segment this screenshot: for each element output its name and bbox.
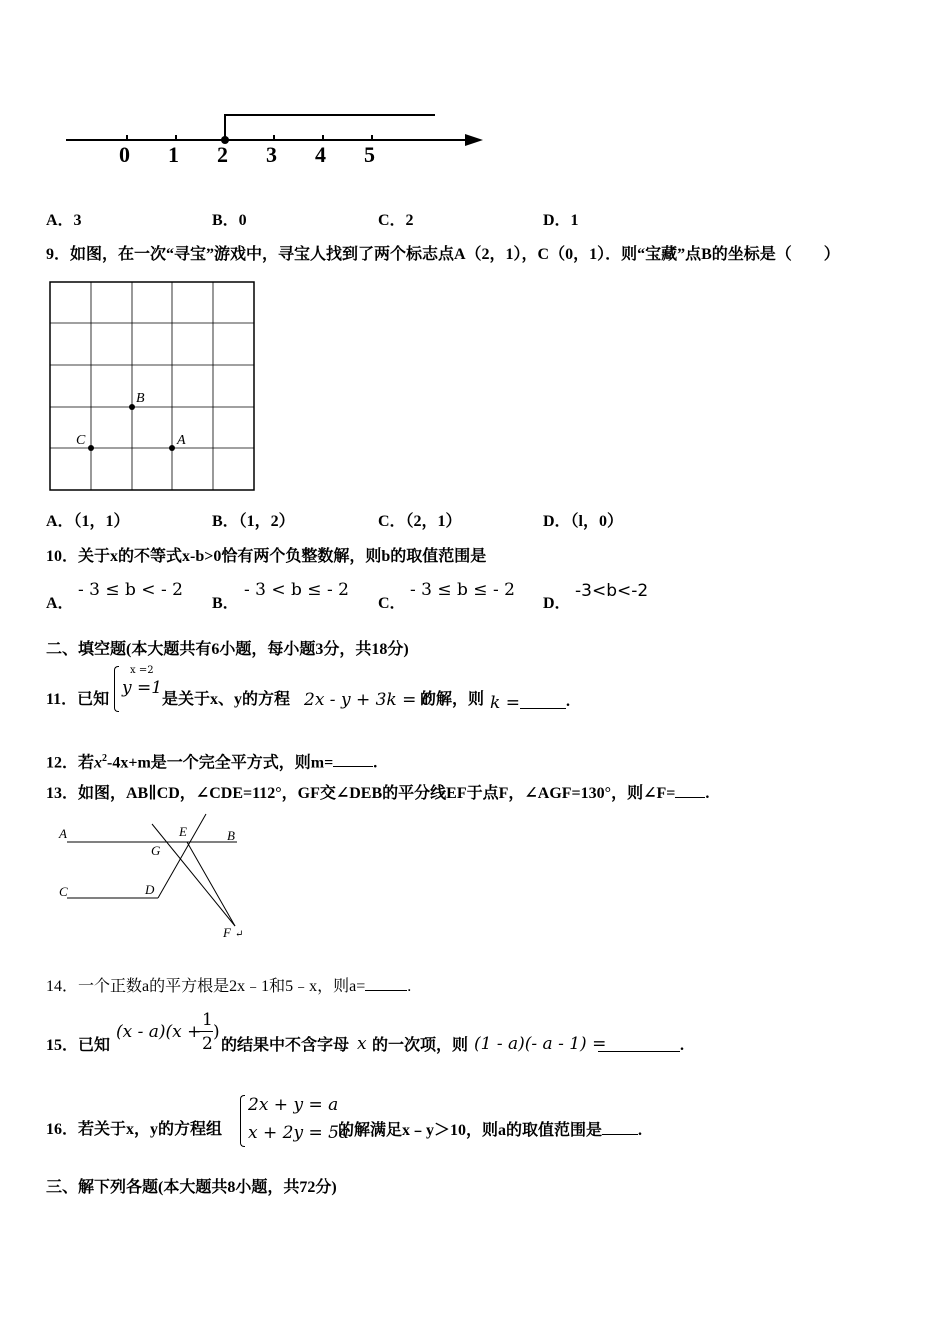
label-b: B (227, 828, 235, 843)
label-f: F (223, 925, 231, 940)
q10-option-b-letter[interactable]: B． (212, 595, 239, 612)
section-3-heading: 三、解下列各题(本大题共8小题，共72分) (46, 1179, 337, 1196)
q11-mid: 是关于x、y的方程 (162, 691, 291, 708)
q8-option-a[interactable]: A．3 (46, 212, 82, 229)
q15-mid: 的结果中不含字母 (221, 1037, 350, 1054)
q11-sys-bottom: y =1 (122, 678, 163, 698)
tick-label: 0 (119, 142, 130, 167)
q11-equation: 2x - y + 3k = 0 (304, 690, 433, 710)
q13-line: 13．如图，AB∥CD，∠CDE=112°，GF交∠DEB的平分线EF于点F，∠AGF=130°，则∠F= . (46, 785, 710, 802)
q15-close: ) (213, 1022, 220, 1042)
q16-suffix-line: 的解满足x﹣y＞10，则a的取值范围是 . (338, 1122, 643, 1139)
label-e: E (179, 824, 187, 839)
label-a: A (177, 433, 186, 448)
q15-frac-num: 1 (202, 1010, 213, 1030)
q15-var: x (357, 1034, 367, 1054)
q11-sys-top: x =2 (130, 665, 154, 676)
q9-text: 9．如图，在一次“寻宝”游戏中，寻宝人找到了两个标志点A（2，1），C（0，1）．则“宝藏”点B的坐标是（ ） (46, 246, 840, 263)
q8-option-b[interactable]: B．0 (212, 212, 247, 229)
q16-eq1: 2x + y = a (248, 1095, 339, 1115)
q15-frac-den: 2 (202, 1034, 213, 1054)
point-a (169, 445, 175, 451)
return-mark: ↵ (235, 929, 244, 940)
q10-option-a-math: - 3 ≤ b < - 2 (78, 580, 183, 600)
q15-mid2: 的一次项，则 (372, 1037, 469, 1054)
q15-frac-bar (199, 1031, 213, 1032)
q9-option-d[interactable]: D．（l，0） (543, 513, 624, 530)
section-2-heading: 二、填空题(本大题共有6小题，每小题3分，共18分) (46, 641, 409, 658)
q10-option-c-letter[interactable]: C． (378, 595, 406, 612)
tick-label: 2 (217, 142, 228, 167)
q16-brace (240, 1095, 245, 1147)
q13-figure (55, 812, 255, 942)
q10-option-d-math: -3<b<-2 (575, 581, 649, 601)
label-b: B (136, 391, 145, 406)
tick-label: 1 (168, 142, 179, 167)
label-g: G (151, 843, 161, 858)
q11-suffix: 的解，则 (420, 691, 485, 708)
q10-option-b-math: - 3 < b ≤ - 2 (244, 580, 349, 600)
q14-line: 14．一个正数a的平方根是2x﹣1和5﹣x，则a= . (46, 978, 412, 995)
tick-label: 3 (266, 142, 277, 167)
label-a: A (59, 826, 67, 841)
q16-prefix: 16．若关于x，y的方程组 (46, 1121, 223, 1138)
q15-prefix: 15．已知 (46, 1037, 111, 1054)
q15-expr2: (1 - a)(- a - 1) = (474, 1034, 607, 1054)
q11-end: . (566, 693, 570, 710)
q11-answer-blank[interactable] (520, 708, 566, 709)
q13-answer-blank[interactable] (675, 783, 705, 798)
q10-option-a-letter[interactable]: A． (46, 595, 74, 612)
label-d: D (145, 882, 155, 897)
q9-option-a[interactable]: A．（1，1） (46, 513, 130, 530)
q8-option-c[interactable]: C．2 (378, 212, 414, 229)
label-c: C (76, 433, 86, 448)
q15-answer-blank[interactable] (598, 1051, 680, 1052)
tick-label: 5 (364, 142, 375, 167)
q10-text: 10．关于x的不等式x-b>0恰有两个负整数解，则b的取值范围是 (46, 548, 487, 565)
number-line-figure (60, 105, 490, 170)
q9-option-c[interactable]: C．（2，1） (378, 513, 462, 530)
q11-brace (114, 666, 119, 712)
label-c: C (59, 884, 68, 899)
q10-option-d-letter[interactable]: D． (543, 595, 571, 612)
q11-k-label: k = (490, 693, 520, 713)
q11-prefix: 11．已知 (46, 691, 110, 708)
q12-line: 12．若$x^2-4x+m$是一个完全平方式，则m= . (46, 753, 378, 772)
q16-eq2: x + 2y = 5a (248, 1123, 350, 1143)
q10-option-c-math: - 3 ≤ b ≤ - 2 (410, 580, 515, 600)
q16-answer-blank[interactable] (602, 1120, 638, 1135)
q15-expr: (x - a)(x + (116, 1022, 202, 1042)
q15-end: . (680, 1037, 684, 1054)
tick-label: 4 (315, 142, 326, 167)
point-b (129, 404, 135, 410)
q14-answer-blank[interactable] (365, 976, 407, 991)
q12-answer-blank[interactable] (333, 752, 373, 767)
q9-grid-figure (48, 280, 258, 495)
q8-option-d[interactable]: D．1 (543, 212, 579, 229)
q9-option-b[interactable]: B．（1，2） (212, 513, 295, 530)
